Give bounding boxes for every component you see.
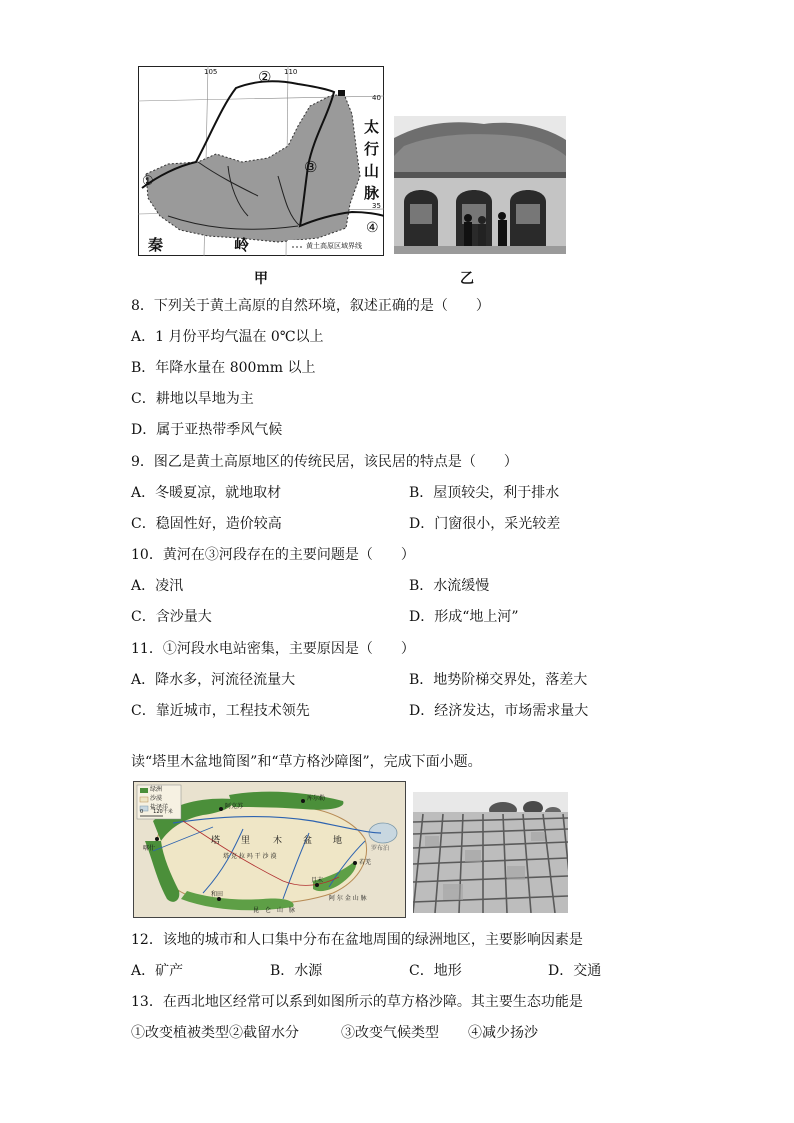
lon-105-label: 105 [204,68,218,76]
city-ruoqiang: 若羌 [359,859,372,866]
label-pen: 盆 [303,836,313,846]
q8-option-c[interactable]: C．耕地以旱地为主 [131,391,254,407]
marker-4: ④ [366,220,379,236]
q11-option-a[interactable]: A．降水多，河流径流量大 [131,672,296,688]
q10-option-b[interactable]: B．水流缓慢 [409,578,490,594]
q11-option-d[interactable]: D．经济发达，市场需求量大 [409,703,589,719]
lat-40-label: 40 [372,94,381,102]
question-11-stem: 11．①河段水电站密集，主要原因是（ ） [131,641,415,657]
marker-3: ③ [304,158,318,176]
label-lop-nur: 罗布泊 [371,845,390,852]
q13-item-4: ④减少扬沙 [468,1025,538,1041]
legend-salt: 盐泽洋 [150,804,169,811]
cave-dwelling-photo [394,116,566,254]
q13-item-2: ②截留水分 [229,1025,299,1041]
q12-option-d[interactable]: D．交通 [548,963,602,979]
question-10-stem: 10．黄河在③河段存在的主要问题是（ ） [131,547,415,563]
q10-option-c[interactable]: C．含沙量大 [131,609,212,625]
caption-yi: 乙 [460,271,474,287]
legend-desert: 沙漠 [150,795,163,802]
q11-option-c[interactable]: C．靠近城市，工程技术领先 [131,703,310,719]
question-8-stem: 8．下列关于黄土高原的自然环境，叙述正确的是（ ） [131,298,490,314]
taihang-label: 太 行 山 脉 [364,118,380,202]
label-aerjin: 阿 尔 金 山 脉 [329,895,367,902]
question-9-stem: 9．图乙是黄土高原地区的传统民居，该民居的特点是（ ） [131,454,518,470]
q9-option-a[interactable]: A．冬暖夏凉，就地取材 [131,485,282,501]
label-taklimakan: 塔 克 拉 玛 干 沙 漠 [223,853,277,860]
loess-plateau-map [138,66,384,256]
marker-1: ① [142,174,154,189]
city-qiemo: 且末 [311,877,324,884]
lon-110-label: 110 [284,68,298,76]
question-13-stem: 13．在西北地区经常可以系到如图所示的草方格沙障。其主要生态功能是 [131,994,583,1010]
label-kunlun: 昆 仑 山 脉 [253,907,296,914]
question-12-stem: 12．该地的城市和人口集中分布在盆地周围的绿洲地区，主要影响因素是 [131,932,583,948]
q12-option-a[interactable]: A．矿产 [131,963,184,979]
section-intro-tarim: 读“塔里木盆地简图”和“草方格沙障图”，完成下面小题。 [131,754,482,770]
q13-item-1: ①改变植被类型 [131,1025,229,1041]
q8-option-d[interactable]: D．属于亚热带季风气候 [131,422,283,438]
label-ta: 塔 [211,836,221,846]
q8-option-b[interactable]: B．年降水量在 800mm 以上 [131,360,316,376]
q8-option-a[interactable]: A．1 月份平均气温在 0℃以上 [131,329,324,345]
cave-dwelling-svg [394,116,566,254]
city-akesu: 阿克苏 [225,803,244,810]
q12-option-c[interactable]: C．地形 [409,963,462,979]
ling-label: 岭 [234,236,250,254]
lat-35-label: 35 [372,202,381,210]
map-scale: 0 120千米 [140,809,173,815]
caption-jia: 甲 [254,271,268,287]
q10-option-d[interactable]: D．形成“地上河” [409,609,519,625]
city-hetian: 和田 [211,891,224,898]
q9-option-c[interactable]: C．稳固性好，造价较高 [131,516,282,532]
map-legend-text: 黄土高原区域界线 [306,242,362,250]
q10-option-a[interactable]: A．凌汛 [131,578,184,594]
q9-option-b[interactable]: B．屋顶较尖，利于排水 [409,485,560,501]
qin-label: 秦 [148,236,164,254]
straw-checkerboard-svg [413,792,568,913]
q11-option-b[interactable]: B．地势阶梯交界处，落差大 [409,672,588,688]
marker-2: ② [258,68,272,86]
q9-option-d[interactable]: D．门窗很小，采光较差 [409,516,561,532]
city-kashi: 喀什 [143,845,156,852]
label-li: 里 [241,836,251,846]
q13-item-3: ③改变气候类型 [341,1025,439,1041]
city-kuerle: 库尔勒 [307,795,326,802]
straw-checkerboard-photo [413,792,568,913]
legend-oasis: 绿洲 [150,786,163,793]
q12-option-b[interactable]: B．水源 [270,963,323,979]
label-di: 地 [333,836,343,846]
tarim-basin-map [133,781,406,918]
label-mu: 木 [273,836,283,846]
city-marker-icon [338,90,345,96]
loess-map-svg [138,66,384,256]
